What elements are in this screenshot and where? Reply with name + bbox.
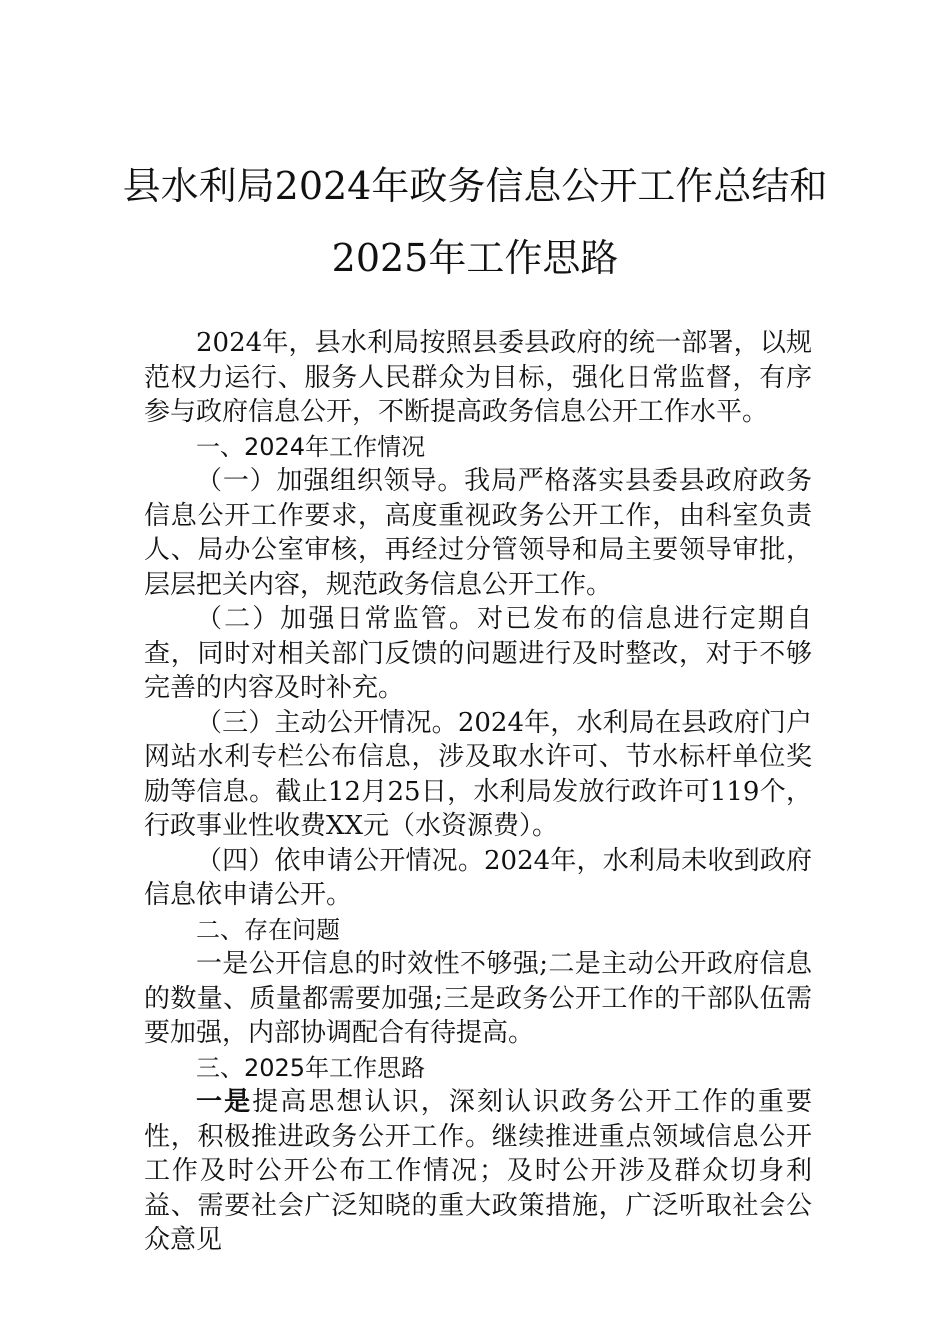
section2-paragraph1: 一是公开信息的时效性不够强;二是主动公开政府信息的数量、质量都需要加强;三是政务公开工作的干部队伍需要加强，内部协调配合有待提高。 — [144, 949, 812, 1048]
section1-paragraph3: （三）主动公开情况。2024年，水利局在县政府门户网站水利专栏公布信息，涉及取水许可、节水标杆单位奖励等信息。截止12月25日，水利局发放行政许可119个，行政事业性收费XX元（水资源费）。 — [144, 707, 812, 841]
document-body — [144, 326, 812, 1258]
section1-paragraph4: （四）依申请公开情况。2024年，水利局未收到政府信息依申请公开。 — [144, 845, 812, 910]
section1-paragraph1: （一）加强组织领导。我局严格落实县委县政府政务信息公开工作要求，高度重视政务公开工作，由科室负责人、局办公室审核，再经过分管领导和局主要领导审批，层层把关内容，规范政务信息公开工作。 — [144, 466, 812, 600]
section3-paragraph1 — [144, 1085, 812, 1258]
document-title-line1: 县水利局2024年政务信息公开工作总结和 — [122, 164, 828, 208]
section3-heading: 三、2025年工作思路 — [196, 1053, 426, 1082]
section2-heading: 二、存在问题 — [196, 915, 340, 944]
intro-paragraph: 2024年，县水利局按照县委县政府的统一部署，以规范权力运行、服务人民群众为目标，强化日常监督，有序参与政府信息公开，不断提高政务信息公开工作水平。 — [144, 328, 812, 427]
section1-heading: 一、2024年工作情况 — [196, 432, 426, 461]
document-title-line2: 2025年工作思路 — [331, 236, 619, 280]
section3-paragraph1-text: 提高思想认识，深刻认识政务公开工作的重要性，积极推进政务公开工作。继续推进重点领域信息公开工作及时公开公布工作情况；及时公开涉及群众切身利益、需要社会广泛知晓的重大政策措施，广泛听取社会公众意见 — [144, 1087, 812, 1255]
section3-paragraph1-lead: 一是 — [196, 1087, 253, 1117]
section1-paragraph2: （二）加强日常监管。对已发布的信息进行定期自查，同时对相关部门反馈的问题进行及时整改，对于不够完善的内容及时补充。 — [144, 604, 812, 703]
